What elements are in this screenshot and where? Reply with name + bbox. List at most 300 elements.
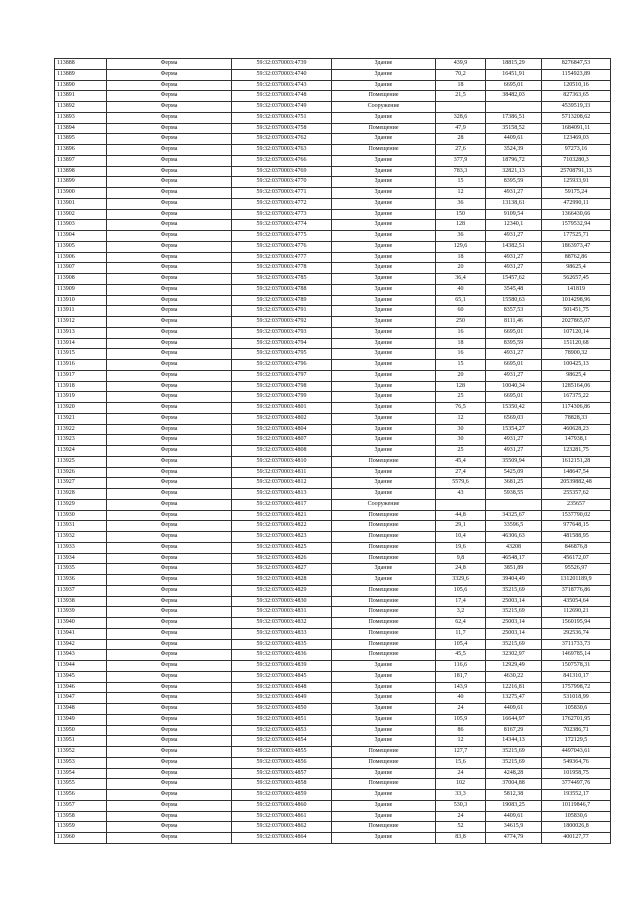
row-id-cell: 113928 <box>55 489 107 500</box>
cadastral-value-cell: 549364,76 <box>542 757 611 768</box>
cadastral-value-cell: 1612151,28 <box>542 456 611 467</box>
cadastral-number-cell: 59:32:0370003:4854 <box>232 736 332 747</box>
object-type-cell: Здание <box>332 811 436 822</box>
table-row <box>55 155 611 166</box>
specific-value-cell: 35215,69 <box>486 639 542 650</box>
cadastral-number-cell: 59:32:0370003:4811 <box>232 467 332 478</box>
row-id-cell: 113932 <box>55 532 107 543</box>
table-row <box>55 274 611 285</box>
specific-value-cell: 4931,27 <box>486 231 542 242</box>
table-row <box>55 596 611 607</box>
row-id-cell: 113916 <box>55 360 107 371</box>
object-type-cell: Здание <box>332 198 436 209</box>
area-cell: 3329,6 <box>436 575 486 586</box>
row-id-cell: 113938 <box>55 596 107 607</box>
specific-value-cell: 35215,69 <box>486 585 542 596</box>
cadastral-value-cell: 112690,21 <box>542 607 611 618</box>
specific-value-cell: 15457,62 <box>486 274 542 285</box>
row-id-cell: 113944 <box>55 661 107 672</box>
area-cell <box>436 499 486 510</box>
cadastral-number-cell: 59:32:0370003:4845 <box>232 671 332 682</box>
cadastral-number-cell: 59:32:0370003:4749 <box>232 102 332 113</box>
cadastral-value-cell: 1507578,31 <box>542 661 611 672</box>
farm-name-cell: Ферма <box>107 252 232 263</box>
cadastral-value-cell: 147938,1 <box>542 435 611 446</box>
specific-value-cell: 4931,27 <box>486 188 542 199</box>
cadastral-number-cell: 59:32:0370003:4743 <box>232 80 332 91</box>
object-type-cell: Здание <box>332 800 436 811</box>
specific-value-cell: 8167,29 <box>486 725 542 736</box>
farm-name-cell: Ферма <box>107 435 232 446</box>
row-id-cell: 113929 <box>55 499 107 510</box>
table-row <box>55 618 611 629</box>
object-type-cell: Помещение <box>332 747 436 758</box>
cadastral-number-cell: 59:32:0370003:4831 <box>232 607 332 618</box>
farm-name-cell: Ферма <box>107 682 232 693</box>
cadastral-number-cell: 59:32:0370003:4849 <box>232 693 332 704</box>
area-cell: 24 <box>436 704 486 715</box>
cadastral-value-cell: 193552,17 <box>542 790 611 801</box>
table-row <box>55 499 611 510</box>
row-id-cell: 113914 <box>55 338 107 349</box>
object-type-cell: Здание <box>332 241 436 252</box>
table-row <box>55 564 611 575</box>
cadastral-value-cell: 472990,11 <box>542 198 611 209</box>
table-row <box>55 682 611 693</box>
cadastral-number-cell: 59:32:0370003:4812 <box>232 478 332 489</box>
object-type-cell: Здание <box>332 295 436 306</box>
specific-value-cell: 12216,81 <box>486 682 542 693</box>
farm-name-cell: Ферма <box>107 145 232 156</box>
specific-value-cell: 12340,1 <box>486 220 542 231</box>
cadastral-number-cell: 59:32:0370003:4848 <box>232 682 332 693</box>
cadastral-number-cell: 59:32:0370003:4785 <box>232 274 332 285</box>
area-cell: 11,7 <box>436 628 486 639</box>
cadastral-value-cell: 151120,68 <box>542 338 611 349</box>
area-cell: 3,2 <box>436 607 486 618</box>
farm-name-cell: Ферма <box>107 725 232 736</box>
cadastral-value-cell: 78900,32 <box>542 349 611 360</box>
farm-name-cell: Ферма <box>107 403 232 414</box>
farm-name-cell: Ферма <box>107 166 232 177</box>
row-id-cell: 113905 <box>55 241 107 252</box>
table-row <box>55 349 611 360</box>
farm-name-cell: Ферма <box>107 532 232 543</box>
area-cell: 36,4 <box>436 274 486 285</box>
object-type-cell: Помещение <box>332 510 436 521</box>
cadastral-value-cell: 460628,23 <box>542 424 611 435</box>
table-row <box>55 392 611 403</box>
specific-value-cell: 14382,51 <box>486 241 542 252</box>
farm-name-cell: Ферма <box>107 155 232 166</box>
area-cell: 127,7 <box>436 747 486 758</box>
area-cell: 105,4 <box>436 639 486 650</box>
specific-value-cell: 18815,29 <box>486 59 542 70</box>
row-id-cell: 113951 <box>55 736 107 747</box>
cadastral-number-cell: 59:32:0370003:4739 <box>232 59 332 70</box>
cadastral-number-cell: 59:32:0370003:4771 <box>232 188 332 199</box>
cadastral-number-cell: 59:32:0370003:4857 <box>232 768 332 779</box>
object-type-cell: Здание <box>332 155 436 166</box>
cadastral-value-cell: 131201189,9 <box>542 575 611 586</box>
area-cell: 530,3 <box>436 800 486 811</box>
specific-value-cell: 35215,69 <box>486 747 542 758</box>
table-row <box>55 59 611 70</box>
cadastral-number-cell: 59:32:0370003:4851 <box>232 714 332 725</box>
farm-name-cell: Ферма <box>107 693 232 704</box>
cadastral-number-cell: 59:32:0370003:4832 <box>232 618 332 629</box>
specific-value-cell: 4931,27 <box>486 446 542 457</box>
specific-value-cell: 14344,13 <box>486 736 542 747</box>
area-cell: 45,4 <box>436 456 486 467</box>
table-row <box>55 704 611 715</box>
object-type-cell: Помещение <box>332 596 436 607</box>
cadastral-number-cell: 59:32:0370003:4762 <box>232 134 332 145</box>
object-type-cell: Здание <box>332 478 436 489</box>
row-id-cell: 113904 <box>55 231 107 242</box>
area-cell: 15 <box>436 360 486 371</box>
object-type-cell: Здание <box>332 403 436 414</box>
area-cell: 18 <box>436 80 486 91</box>
cadastral-value-cell: 101958,75 <box>542 768 611 779</box>
object-type-cell: Здание <box>332 392 436 403</box>
row-id-cell: 113906 <box>55 252 107 263</box>
object-type-cell: Помещение <box>332 607 436 618</box>
farm-name-cell: Ферма <box>107 618 232 629</box>
table-row <box>55 478 611 489</box>
farm-name-cell: Ферма <box>107 521 232 532</box>
table-row <box>55 188 611 199</box>
farm-name-cell: Ферма <box>107 209 232 220</box>
table-row <box>55 456 611 467</box>
row-id-cell: 113907 <box>55 263 107 274</box>
area-cell: 44,8 <box>436 510 486 521</box>
cadastral-value-cell: 3711733,73 <box>542 639 611 650</box>
specific-value-cell: 35215,69 <box>486 607 542 618</box>
table-row <box>55 747 611 758</box>
cadastral-value-cell: 1154923,89 <box>542 69 611 80</box>
row-id-cell: 113911 <box>55 306 107 317</box>
specific-value-cell: 15580,63 <box>486 295 542 306</box>
specific-value-cell: 39404,49 <box>486 575 542 586</box>
table-row <box>55 725 611 736</box>
specific-value-cell: 43208 <box>486 542 542 553</box>
farm-name-cell: Ферма <box>107 607 232 618</box>
cadastral-value-cell: 123469,03 <box>542 134 611 145</box>
area-cell: 52 <box>436 822 486 833</box>
row-id-cell: 113895 <box>55 134 107 145</box>
farm-name-cell: Ферма <box>107 327 232 338</box>
row-id-cell: 113935 <box>55 564 107 575</box>
cadastral-value-cell: 167375,22 <box>542 392 611 403</box>
table-row <box>55 263 611 274</box>
specific-value-cell: 3851,89 <box>486 564 542 575</box>
area-cell: 83,8 <box>436 833 486 844</box>
row-id-cell: 113957 <box>55 800 107 811</box>
specific-value-cell: 4409,61 <box>486 134 542 145</box>
area-cell: 20 <box>436 370 486 381</box>
cadastral-value-cell: 435054,64 <box>542 596 611 607</box>
area-cell: 47,9 <box>436 123 486 134</box>
cadastral-number-cell: 59:32:0370003:4772 <box>232 198 332 209</box>
specific-value-cell: 4931,27 <box>486 252 542 263</box>
cadastral-value-cell: 4497043,61 <box>542 747 611 758</box>
specific-value-cell: 12929,49 <box>486 661 542 672</box>
farm-name-cell: Ферма <box>107 510 232 521</box>
cadastral-value-cell: 1684091,11 <box>542 123 611 134</box>
area-cell: 102 <box>436 779 486 790</box>
row-id-cell: 113921 <box>55 413 107 424</box>
row-id-cell: 113960 <box>55 833 107 844</box>
cadastral-number-cell: 59:32:0370003:4763 <box>232 145 332 156</box>
cadastral-number-cell: 59:32:0370003:4776 <box>232 241 332 252</box>
cadastral-number-cell: 59:32:0370003:4861 <box>232 811 332 822</box>
row-id-cell: 113948 <box>55 704 107 715</box>
cadastral-value-cell: 841310,17 <box>542 671 611 682</box>
table-row <box>55 435 611 446</box>
area-cell: 17,4 <box>436 596 486 607</box>
object-type-cell: Здание <box>332 263 436 274</box>
table-row <box>55 370 611 381</box>
cadastral-value-cell: 7103280,3 <box>542 155 611 166</box>
area-cell <box>436 102 486 113</box>
object-type-cell: Здание <box>332 714 436 725</box>
object-type-cell: Помещение <box>332 639 436 650</box>
cadastral-number-cell: 59:32:0370003:4775 <box>232 231 332 242</box>
table-row <box>55 198 611 209</box>
row-id-cell: 113933 <box>55 542 107 553</box>
object-type-cell: Здание <box>332 661 436 672</box>
cadastral-value-cell: 123281,75 <box>542 446 611 457</box>
row-id-cell: 113888 <box>55 59 107 70</box>
specific-value-cell: 16644,97 <box>486 714 542 725</box>
area-cell: 24 <box>436 811 486 822</box>
row-id-cell: 113896 <box>55 145 107 156</box>
specific-value-cell: 4931,27 <box>486 263 542 274</box>
farm-name-cell: Ферма <box>107 220 232 231</box>
object-type-cell: Здание <box>332 693 436 704</box>
table-row <box>55 306 611 317</box>
table-row <box>55 532 611 543</box>
table-row <box>55 220 611 231</box>
row-id-cell: 113942 <box>55 639 107 650</box>
farm-name-cell: Ферма <box>107 596 232 607</box>
area-cell: 377,9 <box>436 155 486 166</box>
object-type-cell: Здание <box>332 446 436 457</box>
table-row <box>55 209 611 220</box>
farm-name-cell: Ферма <box>107 800 232 811</box>
specific-value-cell: 15354,27 <box>486 424 542 435</box>
cadastral-value-cell: 20539882,48 <box>542 478 611 489</box>
cadastral-value-cell: 1762701,95 <box>542 714 611 725</box>
area-cell: 18 <box>436 252 486 263</box>
table-row <box>55 317 611 328</box>
object-type-cell: Здание <box>332 284 436 295</box>
specific-value-cell <box>486 102 542 113</box>
area-cell: 76,5 <box>436 403 486 414</box>
specific-value-cell: 8395,59 <box>486 177 542 188</box>
area-cell: 16 <box>436 349 486 360</box>
cadastral-value-cell: 1537790,02 <box>542 510 611 521</box>
object-type-cell: Здание <box>332 134 436 145</box>
cadastral-number-cell: 59:32:0370003:4792 <box>232 317 332 328</box>
specific-value-cell: 17386,51 <box>486 112 542 123</box>
row-id-cell: 113954 <box>55 768 107 779</box>
cadastral-number-cell: 59:32:0370003:4860 <box>232 800 332 811</box>
farm-name-cell: Ферма <box>107 564 232 575</box>
row-id-cell: 113891 <box>55 91 107 102</box>
area-cell: 27,4 <box>436 467 486 478</box>
cadastral-number-cell: 59:32:0370003:4835 <box>232 639 332 650</box>
row-id-cell: 113908 <box>55 274 107 285</box>
object-type-cell: Помещение <box>332 779 436 790</box>
farm-name-cell: Ферма <box>107 349 232 360</box>
specific-value-cell: 34325,67 <box>486 510 542 521</box>
cadastral-number-cell: 59:32:0370003:4774 <box>232 220 332 231</box>
cadastral-value-cell: 1469785,14 <box>542 650 611 661</box>
cadastral-number-cell: 59:32:0370003:4836 <box>232 650 332 661</box>
row-id-cell: 113901 <box>55 198 107 209</box>
row-id-cell: 113949 <box>55 714 107 725</box>
specific-value-cell: 46306,63 <box>486 532 542 543</box>
row-id-cell: 113894 <box>55 123 107 134</box>
cadastral-value-cell: 10119846,7 <box>542 800 611 811</box>
cadastral-value-cell: 120510,16 <box>542 80 611 91</box>
table-row <box>55 123 611 134</box>
table-row <box>55 338 611 349</box>
object-type-cell: Помещение <box>332 822 436 833</box>
cadastral-value-cell: 105830,6 <box>542 811 611 822</box>
area-cell: 12 <box>436 413 486 424</box>
specific-value-cell: 35215,69 <box>486 757 542 768</box>
specific-value-cell: 3545,48 <box>486 284 542 295</box>
row-id-cell: 113952 <box>55 747 107 758</box>
area-cell: 40 <box>436 693 486 704</box>
area-cell: 30 <box>436 424 486 435</box>
object-type-cell: Здание <box>332 424 436 435</box>
farm-name-cell: Ферма <box>107 499 232 510</box>
object-type-cell: Здание <box>332 704 436 715</box>
specific-value-cell: 4409,61 <box>486 704 542 715</box>
farm-name-cell: Ферма <box>107 628 232 639</box>
specific-value-cell: 46548,17 <box>486 553 542 564</box>
area-cell: 62,4 <box>436 618 486 629</box>
object-type-cell: Здание <box>332 370 436 381</box>
table-row <box>55 779 611 790</box>
area-cell: 9,8 <box>436 553 486 564</box>
table-row <box>55 521 611 532</box>
cadastral-number-cell: 59:32:0370003:4864 <box>232 833 332 844</box>
specific-value-cell: 13275,47 <box>486 693 542 704</box>
table-row <box>55 252 611 263</box>
farm-name-cell: Ферма <box>107 263 232 274</box>
cadastral-number-cell: 59:32:0370003:4807 <box>232 435 332 446</box>
table-row <box>55 241 611 252</box>
cadastral-value-cell: 78828,33 <box>542 413 611 424</box>
table-row <box>55 575 611 586</box>
table-row <box>55 693 611 704</box>
farm-name-cell: Ферма <box>107 661 232 672</box>
area-cell: 33,3 <box>436 790 486 801</box>
row-id-cell: 113940 <box>55 618 107 629</box>
table-row <box>55 542 611 553</box>
row-id-cell: 113945 <box>55 671 107 682</box>
area-cell: 21,5 <box>436 91 486 102</box>
cadastral-number-cell: 59:32:0370003:4830 <box>232 596 332 607</box>
table-row <box>55 231 611 242</box>
table-row <box>55 403 611 414</box>
table-row <box>55 607 611 618</box>
object-type-cell: Здание <box>332 80 436 91</box>
farm-name-cell: Ферма <box>107 198 232 209</box>
cadastral-number-cell: 59:32:0370003:4827 <box>232 564 332 575</box>
area-cell: 86 <box>436 725 486 736</box>
specific-value-cell: 4931,27 <box>486 435 542 446</box>
cadastral-number-cell: 59:32:0370003:4813 <box>232 489 332 500</box>
area-cell: 128 <box>436 220 486 231</box>
cadastral-value-cell: 98625,4 <box>542 370 611 381</box>
cadastral-value-cell: 827363,65 <box>542 91 611 102</box>
farm-name-cell: Ферма <box>107 59 232 70</box>
farm-name-cell: Ферма <box>107 768 232 779</box>
farm-name-cell: Ферма <box>107 306 232 317</box>
cadastral-number-cell: 59:32:0370003:4748 <box>232 91 332 102</box>
row-id-cell: 113898 <box>55 166 107 177</box>
row-id-cell: 113897 <box>55 155 107 166</box>
farm-name-cell: Ферма <box>107 704 232 715</box>
cadastral-number-cell: 59:32:0370003:4855 <box>232 747 332 758</box>
cadastral-number-cell: 59:32:0370003:4850 <box>232 704 332 715</box>
specific-value-cell: 34615,9 <box>486 822 542 833</box>
cadastral-value-cell: 107120,14 <box>542 327 611 338</box>
cadastral-number-cell: 59:32:0370003:4751 <box>232 112 332 123</box>
specific-value-cell: 33596,5 <box>486 521 542 532</box>
specific-value-cell: 35158,52 <box>486 123 542 134</box>
cadastral-value-cell: 148647,54 <box>542 467 611 478</box>
table-row <box>55 166 611 177</box>
cadastral-number-cell: 59:32:0370003:4801 <box>232 403 332 414</box>
cadastral-number-cell: 59:32:0370003:4821 <box>232 510 332 521</box>
cadastral-value-cell: 400127,77 <box>542 833 611 844</box>
row-id-cell: 113958 <box>55 811 107 822</box>
registry-table <box>54 58 611 844</box>
cadastral-number-cell: 59:32:0370003:4798 <box>232 381 332 392</box>
farm-name-cell: Ферма <box>107 123 232 134</box>
farm-name-cell: Ферма <box>107 639 232 650</box>
cadastral-value-cell: 1285164,06 <box>542 381 611 392</box>
row-id-cell: 113918 <box>55 381 107 392</box>
cadastral-value-cell: 2027865,07 <box>542 317 611 328</box>
cadastral-value-cell: 1174306,86 <box>542 403 611 414</box>
area-cell: 105,6 <box>436 585 486 596</box>
cadastral-number-cell: 59:32:0370003:4825 <box>232 542 332 553</box>
cadastral-value-cell: 1366430,66 <box>542 209 611 220</box>
specific-value-cell: 8395,59 <box>486 338 542 349</box>
cadastral-number-cell: 59:32:0370003:4858 <box>232 779 332 790</box>
cadastral-value-cell: 95526,97 <box>542 564 611 575</box>
row-id-cell: 113927 <box>55 478 107 489</box>
object-type-cell: Помещение <box>332 650 436 661</box>
farm-name-cell: Ферма <box>107 80 232 91</box>
table-row <box>55 177 611 188</box>
specific-value-cell: 10040,34 <box>486 381 542 392</box>
cadastral-value-cell: 1800026,8 <box>542 822 611 833</box>
object-type-cell: Сооружение <box>332 499 436 510</box>
table-row <box>55 585 611 596</box>
cadastral-value-cell: 501451,75 <box>542 306 611 317</box>
specific-value-cell: 4931,27 <box>486 370 542 381</box>
area-cell: 25 <box>436 446 486 457</box>
